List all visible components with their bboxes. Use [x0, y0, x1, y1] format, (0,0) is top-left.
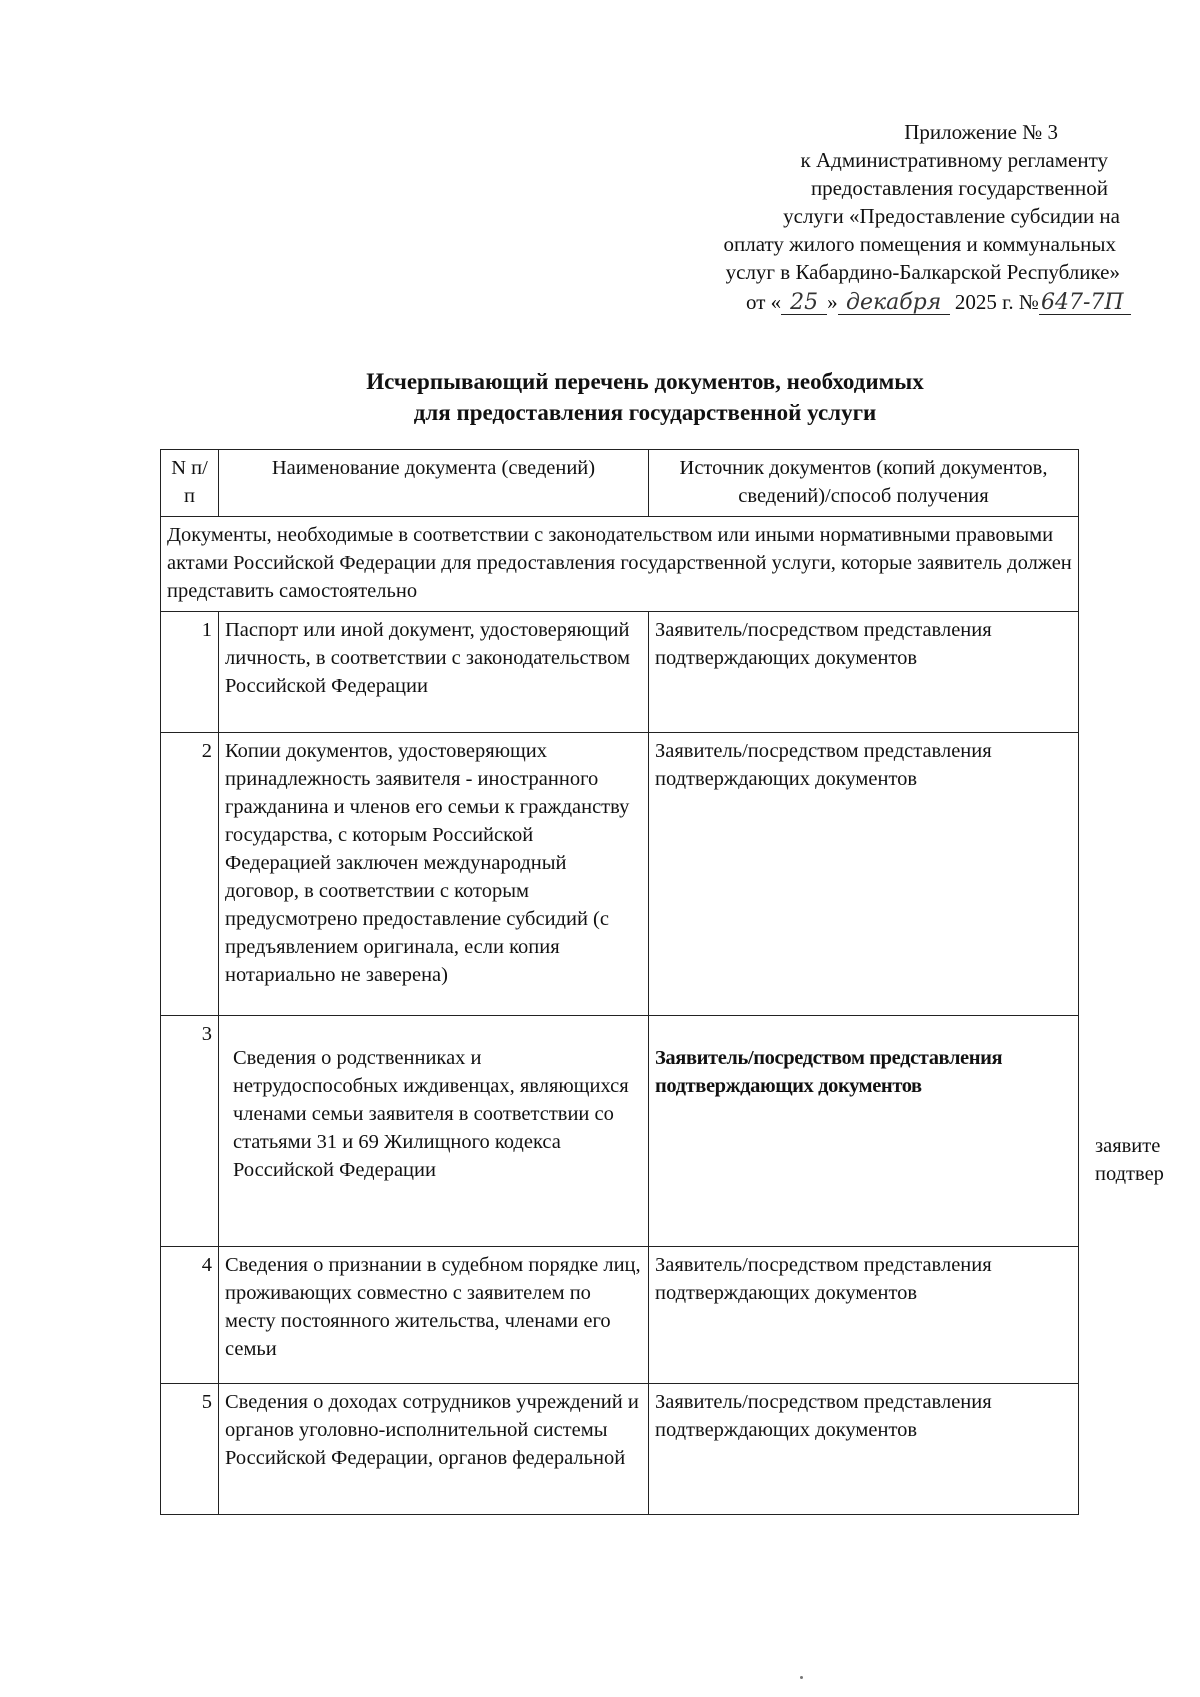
row-document-name: Сведения о доходах сотрудников учреждений и органов уголовно-исполнительной системы Российской Федерации, органов федеральной — [219, 1384, 649, 1515]
row-document-name: Сведения о признании в судебном порядке лиц, проживающих совместно с заявителем по месту постоянного жительства, членами его семьи — [219, 1247, 649, 1384]
close-quote: » — [827, 290, 838, 314]
appendix-line: оплату жилого помещения и коммунальных — [723, 232, 1116, 256]
handwritten-day: 25 — [781, 292, 827, 315]
table-row — [161, 612, 1079, 733]
documents-table — [160, 449, 1079, 1515]
handwritten-month: декабря — [838, 292, 950, 315]
appendix-line: к Административному регламенту — [800, 148, 1108, 172]
header-number: N п/п — [161, 450, 219, 517]
table-row — [161, 733, 1079, 1016]
row-number: 4 — [161, 1247, 219, 1384]
row-document-name: Сведения о родственниках и нетрудоспособных иждивенцах, являющихся членами семьи заявителя в соответствии со статьями 31 и 69 Жилищного кодекса Российской Федерации — [219, 1016, 649, 1247]
scan-speck — [800, 1676, 803, 1679]
appendix-date-line — [746, 290, 1131, 315]
row-number: 5 — [161, 1384, 219, 1515]
row-source: Заявитель/посредством представления подтверждающих документов — [649, 1247, 1079, 1384]
row-number: 3 — [161, 1016, 219, 1247]
header-source: Источник документов (копий документов, сведений)/способ получения — [649, 450, 1079, 517]
title-line-2: для предоставления государственной услуги — [413, 400, 877, 425]
overflow-line-2: подтвер — [1095, 1163, 1164, 1185]
table-header-row — [161, 450, 1079, 517]
section-title: Документы, необходимые в соответствии с законодательством или иными нормативными правовыми актами Российской Федерации для предоставления государственной услуги, которые заявитель должен представить самостоятельно — [161, 517, 1079, 612]
appendix-line: услуги «Предоставление субсидии на — [783, 204, 1120, 228]
open-quote: « — [770, 290, 782, 314]
row-number: 1 — [161, 612, 219, 733]
row-document-name: Копии документов, удостоверяющих принадлежность заявителя - иностранного гражданина и членов его семьи к гражданству государства, с которым Российской Федерацией заключен международный договор, в соответствии с которым предусмотрено предоставление субсидий (с предъявлением оригинала, если копия нотариально не заверена) — [219, 733, 649, 1016]
row-source: Заявитель/посредством представления подтверждающих документов — [649, 1384, 1079, 1515]
table-row — [161, 1247, 1079, 1384]
handwritten-number: 647-7П — [1039, 292, 1131, 315]
appendix-line: Приложение № 3 — [904, 120, 1058, 144]
appendix-header — [620, 118, 1120, 286]
date-prefix: от — [746, 290, 766, 314]
appendix-line: услуг в Кабардино-Балкарской Республике» — [725, 260, 1120, 284]
title-line-1: Исчерпывающий перечень документов, необходимых — [366, 369, 924, 394]
number-sign: № — [1018, 290, 1039, 314]
section-row — [161, 517, 1079, 612]
date-year: 2025 г. — [954, 290, 1014, 314]
overflow-line-1: заявите — [1095, 1135, 1161, 1157]
header-name: Наименование документа (сведений) — [219, 450, 649, 517]
page-title — [150, 366, 1140, 428]
row-source: Заявитель/посредством представления подтверждающих документов — [649, 612, 1079, 733]
row-source: Заявитель/посредством представления подтверждающих документов — [649, 1016, 1079, 1247]
row-source: Заявитель/посредством представления подтверждающих документов — [649, 733, 1079, 1016]
row-document-name: Паспорт или иной документ, удостоверяющий личность, в соответствии с законодательством Российской Федерации — [219, 612, 649, 733]
row-number: 2 — [161, 733, 219, 1016]
table-row — [161, 1016, 1079, 1247]
overflow-text — [1095, 1132, 1164, 1188]
appendix-line: предоставления государственной — [810, 176, 1108, 200]
table-row — [161, 1384, 1079, 1515]
